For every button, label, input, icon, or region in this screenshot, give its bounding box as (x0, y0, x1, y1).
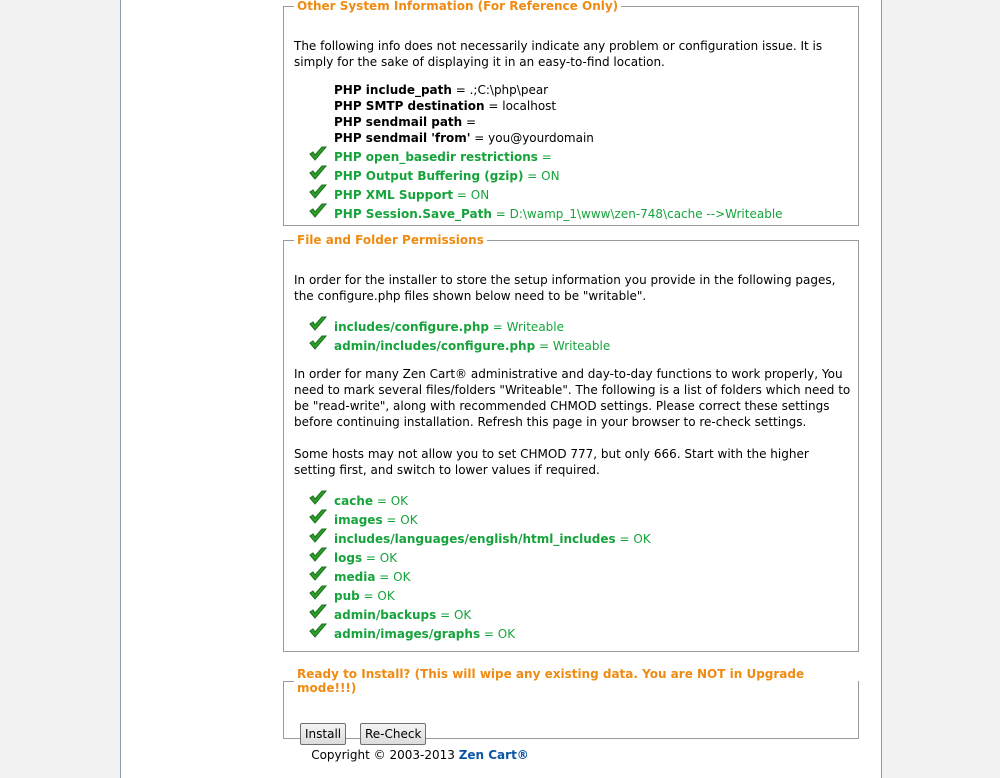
config-file-item: admin/includes/configure.php = Writeable (334, 338, 610, 354)
permissions-fieldset (283, 233, 859, 652)
checkmark-icon (308, 603, 328, 621)
other-system-info-legend: Other System Information (For Reference Only) (297, 0, 619, 13)
folder-item: images = OK (334, 512, 418, 528)
install-button[interactable]: Install (300, 723, 346, 745)
permissions-legend: File and Folder Permissions (297, 233, 484, 247)
copyright-footer (282, 747, 558, 763)
sysinfo-item-ok: PHP Session.Save_Path = D:\wamp_1\www\zen-748\cache -->Writeable (334, 206, 783, 222)
recheck-button[interactable]: Re-Check (360, 723, 426, 745)
checkmark-icon (308, 315, 328, 333)
installer-page (120, 0, 882, 778)
folder-item: pub = OK (334, 588, 395, 604)
copyright-text: Copyright © 2003-2013 (311, 748, 459, 762)
checkmark-icon (308, 489, 328, 507)
checkmark-icon (308, 584, 328, 602)
sysinfo-item-ok: PHP Output Buffering (gzip) = ON (334, 168, 560, 184)
folder-item: media = OK (334, 569, 410, 585)
sysinfo-item-ok: PHP XML Support = ON (334, 187, 489, 203)
install-fieldset (283, 667, 859, 739)
checkmark-icon (308, 164, 328, 182)
sysinfo-item: PHP include_path = .;C:\php\pear (334, 83, 549, 97)
checkmark-icon (308, 202, 328, 220)
config-file-item: includes/configure.php = Writeable (334, 319, 564, 335)
checkmark-icon (308, 508, 328, 526)
sysinfo-item: PHP sendmail path = (334, 115, 477, 129)
folder-item: cache = OK (334, 493, 408, 509)
folder-item: admin/backups = OK (334, 607, 471, 623)
permissions-instructions: In order for many Zen Cart® administrative and day-to-day functions to work properly, You need to mark several files/folders "Writeable". The following is a list of folders which need to be "read-write", along with recommended CHMOD settings. Please correct these settings before continuing installation. Refresh this page in your browser to re-check settings. (294, 367, 851, 429)
folder-item: logs = OK (334, 550, 397, 566)
folder-item: includes/languages/english/html_includes = OK (334, 531, 651, 547)
checkmark-icon (308, 565, 328, 583)
install-legend: Ready to Install? (This will wipe any existing data. You are NOT in Upgrade mode!!!) (297, 667, 805, 695)
permissions-intro: In order for the installer to store the setup information you provide in the following pages, the configure.php files shown below need to be "writable". (294, 273, 836, 303)
checkmark-icon (308, 527, 328, 545)
checkmark-icon (308, 183, 328, 201)
zen-cart-link[interactable]: Zen Cart® (458, 748, 529, 762)
sysinfo-item-ok: PHP open_basedir restrictions = (334, 149, 552, 165)
other-system-info-intro: The following info does not necessarily indicate any problem or configuration issue. It is simply for the sake of displaying it in an easy-to-find location. (294, 39, 823, 69)
checkmark-icon (308, 334, 328, 352)
sysinfo-item: PHP SMTP destination = localhost (334, 99, 557, 113)
checkmark-icon (308, 622, 328, 640)
sysinfo-item: PHP sendmail 'from' = you@yourdomain (334, 131, 594, 145)
chmod-note: Some hosts may not allow you to set CHMOD 777, but only 666. Start with the higher setting first, and switch to lower values if required. (294, 447, 809, 477)
other-system-info-fieldset (283, 0, 859, 226)
folder-item: admin/images/graphs = OK (334, 626, 515, 642)
checkmark-icon (308, 546, 328, 564)
checkmark-icon (308, 145, 328, 163)
